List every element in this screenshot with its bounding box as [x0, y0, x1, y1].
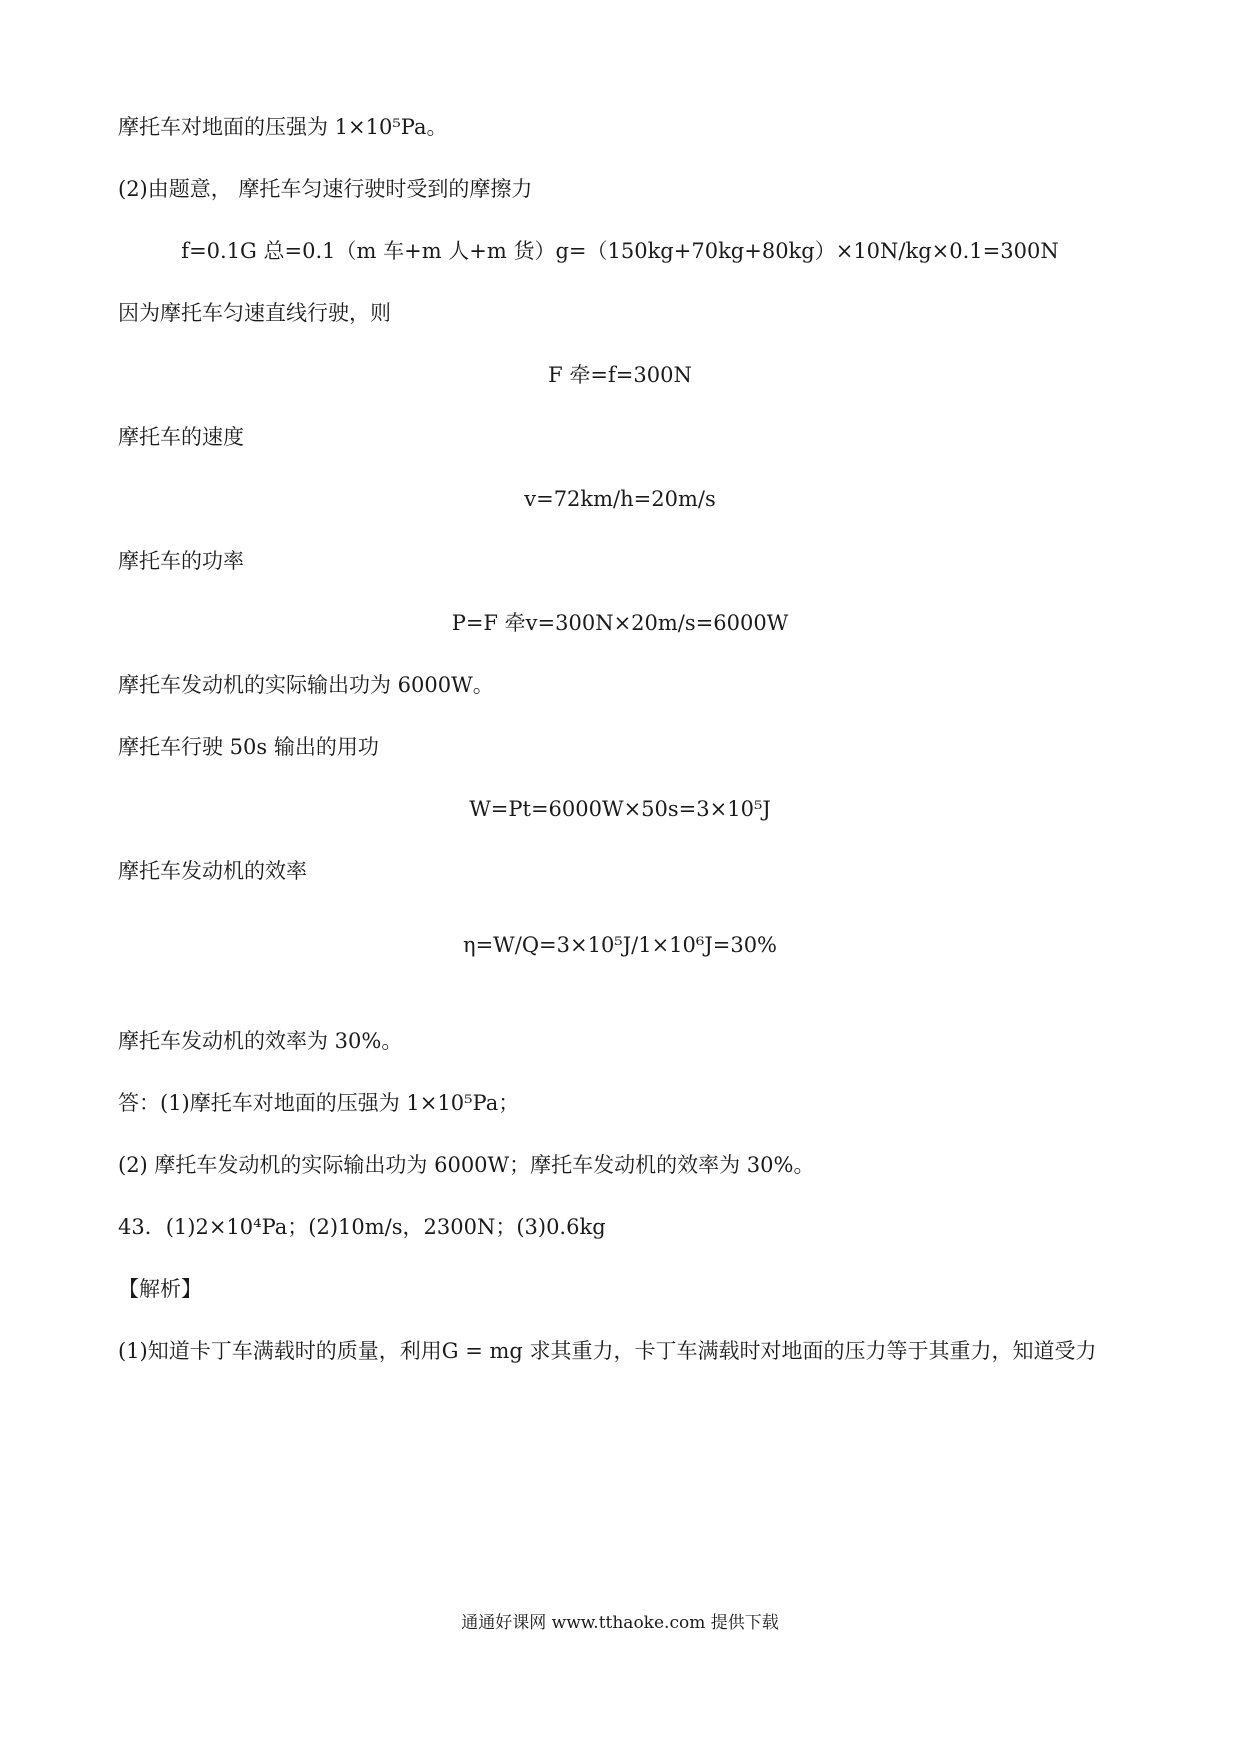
- text-line: 摩托车发动机的效率: [118, 859, 307, 883]
- text-line: 摩托车行驶 50s 输出的用功: [118, 735, 379, 759]
- text-line: 摩托车发动机的效率为 30%。: [118, 1029, 403, 1053]
- answer-line: (2) 摩托车发动机的实际输出功为 6000W；摩托车发动机的效率为 30%。: [118, 1153, 815, 1177]
- equation-efficiency: η=W/Q=3×10⁵J/1×10⁶J=30%: [462, 933, 778, 957]
- page-footer: 通通好课网 www.tthaoke.com 提供下载: [461, 1613, 779, 1633]
- analysis-heading: 【解析】: [118, 1277, 202, 1301]
- question-answer-43: 43．(1)2×10⁴Pa；(2)10m/s，2300N；(3)0.6kg: [118, 1215, 606, 1239]
- equation-traction: F 牵=f=300N: [548, 363, 692, 387]
- text-line: 摩托车对地面的压强为 1×10⁵Pa。: [118, 115, 448, 139]
- text-line: 因为摩托车匀速直线行驶，则: [118, 301, 391, 325]
- text-line: 摩托车发动机的实际输出功为 6000W。: [118, 673, 494, 697]
- text-line: (2)由题意， 摩托车匀速行驶时受到的摩擦力: [118, 177, 533, 201]
- equation-friction: f=0.1G 总=0.1（m 车+m 人+m 货）g=（150kg+70kg+80kg）×10N/kg×0.1=300N: [181, 239, 1059, 263]
- analysis-text: (1)知道卡丁车满载时的质量，利用G = mg 求其重力，卡丁车满载时对地面的压力等于其重力，知道受力: [118, 1339, 1097, 1363]
- equation-speed: v=72km/h=20m/s: [524, 487, 716, 511]
- equation-power: P=F 牵v=300N×20m/s=6000W: [451, 611, 789, 635]
- answer-line: 答：(1)摩托车对地面的压强为 1×10⁵Pa；: [118, 1091, 520, 1115]
- text-line: 摩托车的速度: [118, 425, 244, 449]
- text-line: 摩托车的功率: [118, 549, 244, 573]
- equation-work: W=Pt=6000W×50s=3×10⁵J: [469, 797, 771, 821]
